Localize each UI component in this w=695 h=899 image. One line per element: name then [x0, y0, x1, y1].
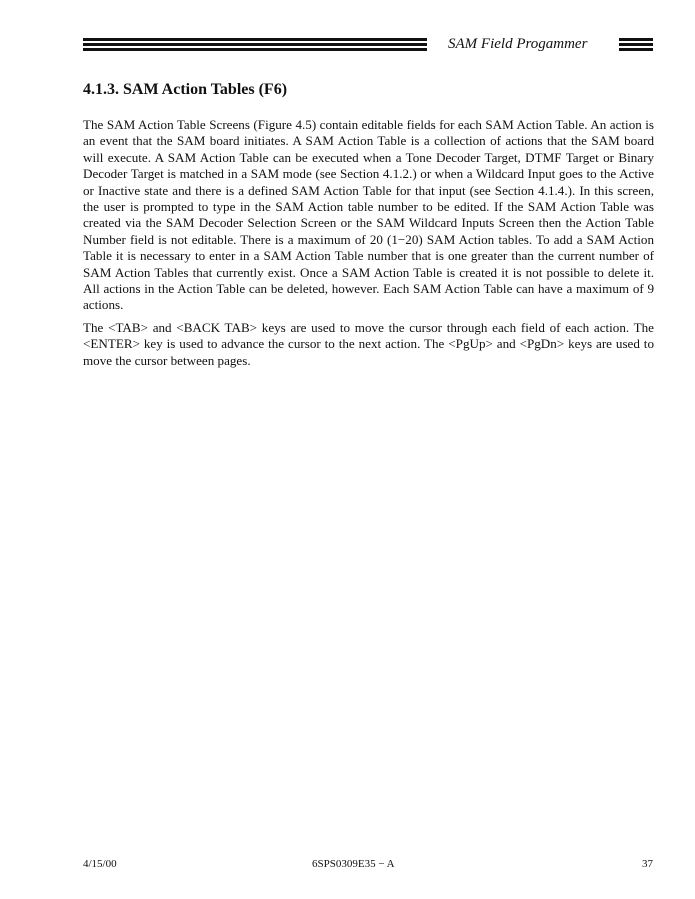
- header-rule-line: [83, 43, 427, 46]
- header-rule-line: [83, 38, 427, 41]
- header-rule-line: [619, 43, 653, 46]
- body-paragraph-navigation-keys: The <TAB> and <BACK TAB> keys are used to move the cursor through each field of each action. The <ENTER> key is used to advance the cursor to the next action. The <PgUp> and <PgDn> keys are used to move the cursor between pages.: [83, 320, 654, 368]
- footer-page-number: 37: [642, 858, 653, 870]
- header-rule-line: [619, 48, 653, 51]
- footer-document-number: 6SPS0309E35 − A: [312, 858, 395, 870]
- section-heading: 4.1.3. SAM Action Tables (F6): [83, 81, 288, 98]
- header-rule-left: [83, 38, 427, 52]
- body-paragraph-action-tables: The SAM Action Table Screens (Figure 4.5) contain editable fields for each SAM Action Table. An action is an event that the SAM board initiates. A SAM Action Table is a collection of actions that the SAM board will execute. A SAM Action Table can be executed when a Tone Decoder Target, DTMF Target or Binary Decoder Target is matched in a SAM mode (see Section 4.1.2.) or when a Wildcard Input goes to the Active or Inactive state and there is a defined SAM Action Table for that input (see Section 4.1.4.). In this screen, the user is prompted to type in the SAM Action table number to be edited. If the SAM Action Table was created via the SAM Decoder Selection Screen or the SAM Wildcard Inputs Screen then the Action Table Number field is not editable. There is a maximum of 20 (1−20) SAM Action tables. To add a SAM Action Table it is necessary to enter in a SAM Action Table number that is one greater than the current number of SAM Action Tables that currently exist. Once a SAM Action Table is created it is not possible to delete it. All actions in the Action Table can be deleted, however. Each SAM Action Table can have a maximum of 9 actions.: [83, 117, 654, 313]
- footer-date: 4/15/00: [83, 858, 117, 870]
- header-rule-right: [619, 38, 653, 52]
- header-rule-line: [83, 48, 427, 51]
- running-header-title: SAM Field Progammer: [448, 36, 588, 52]
- header-rule-line: [619, 38, 653, 41]
